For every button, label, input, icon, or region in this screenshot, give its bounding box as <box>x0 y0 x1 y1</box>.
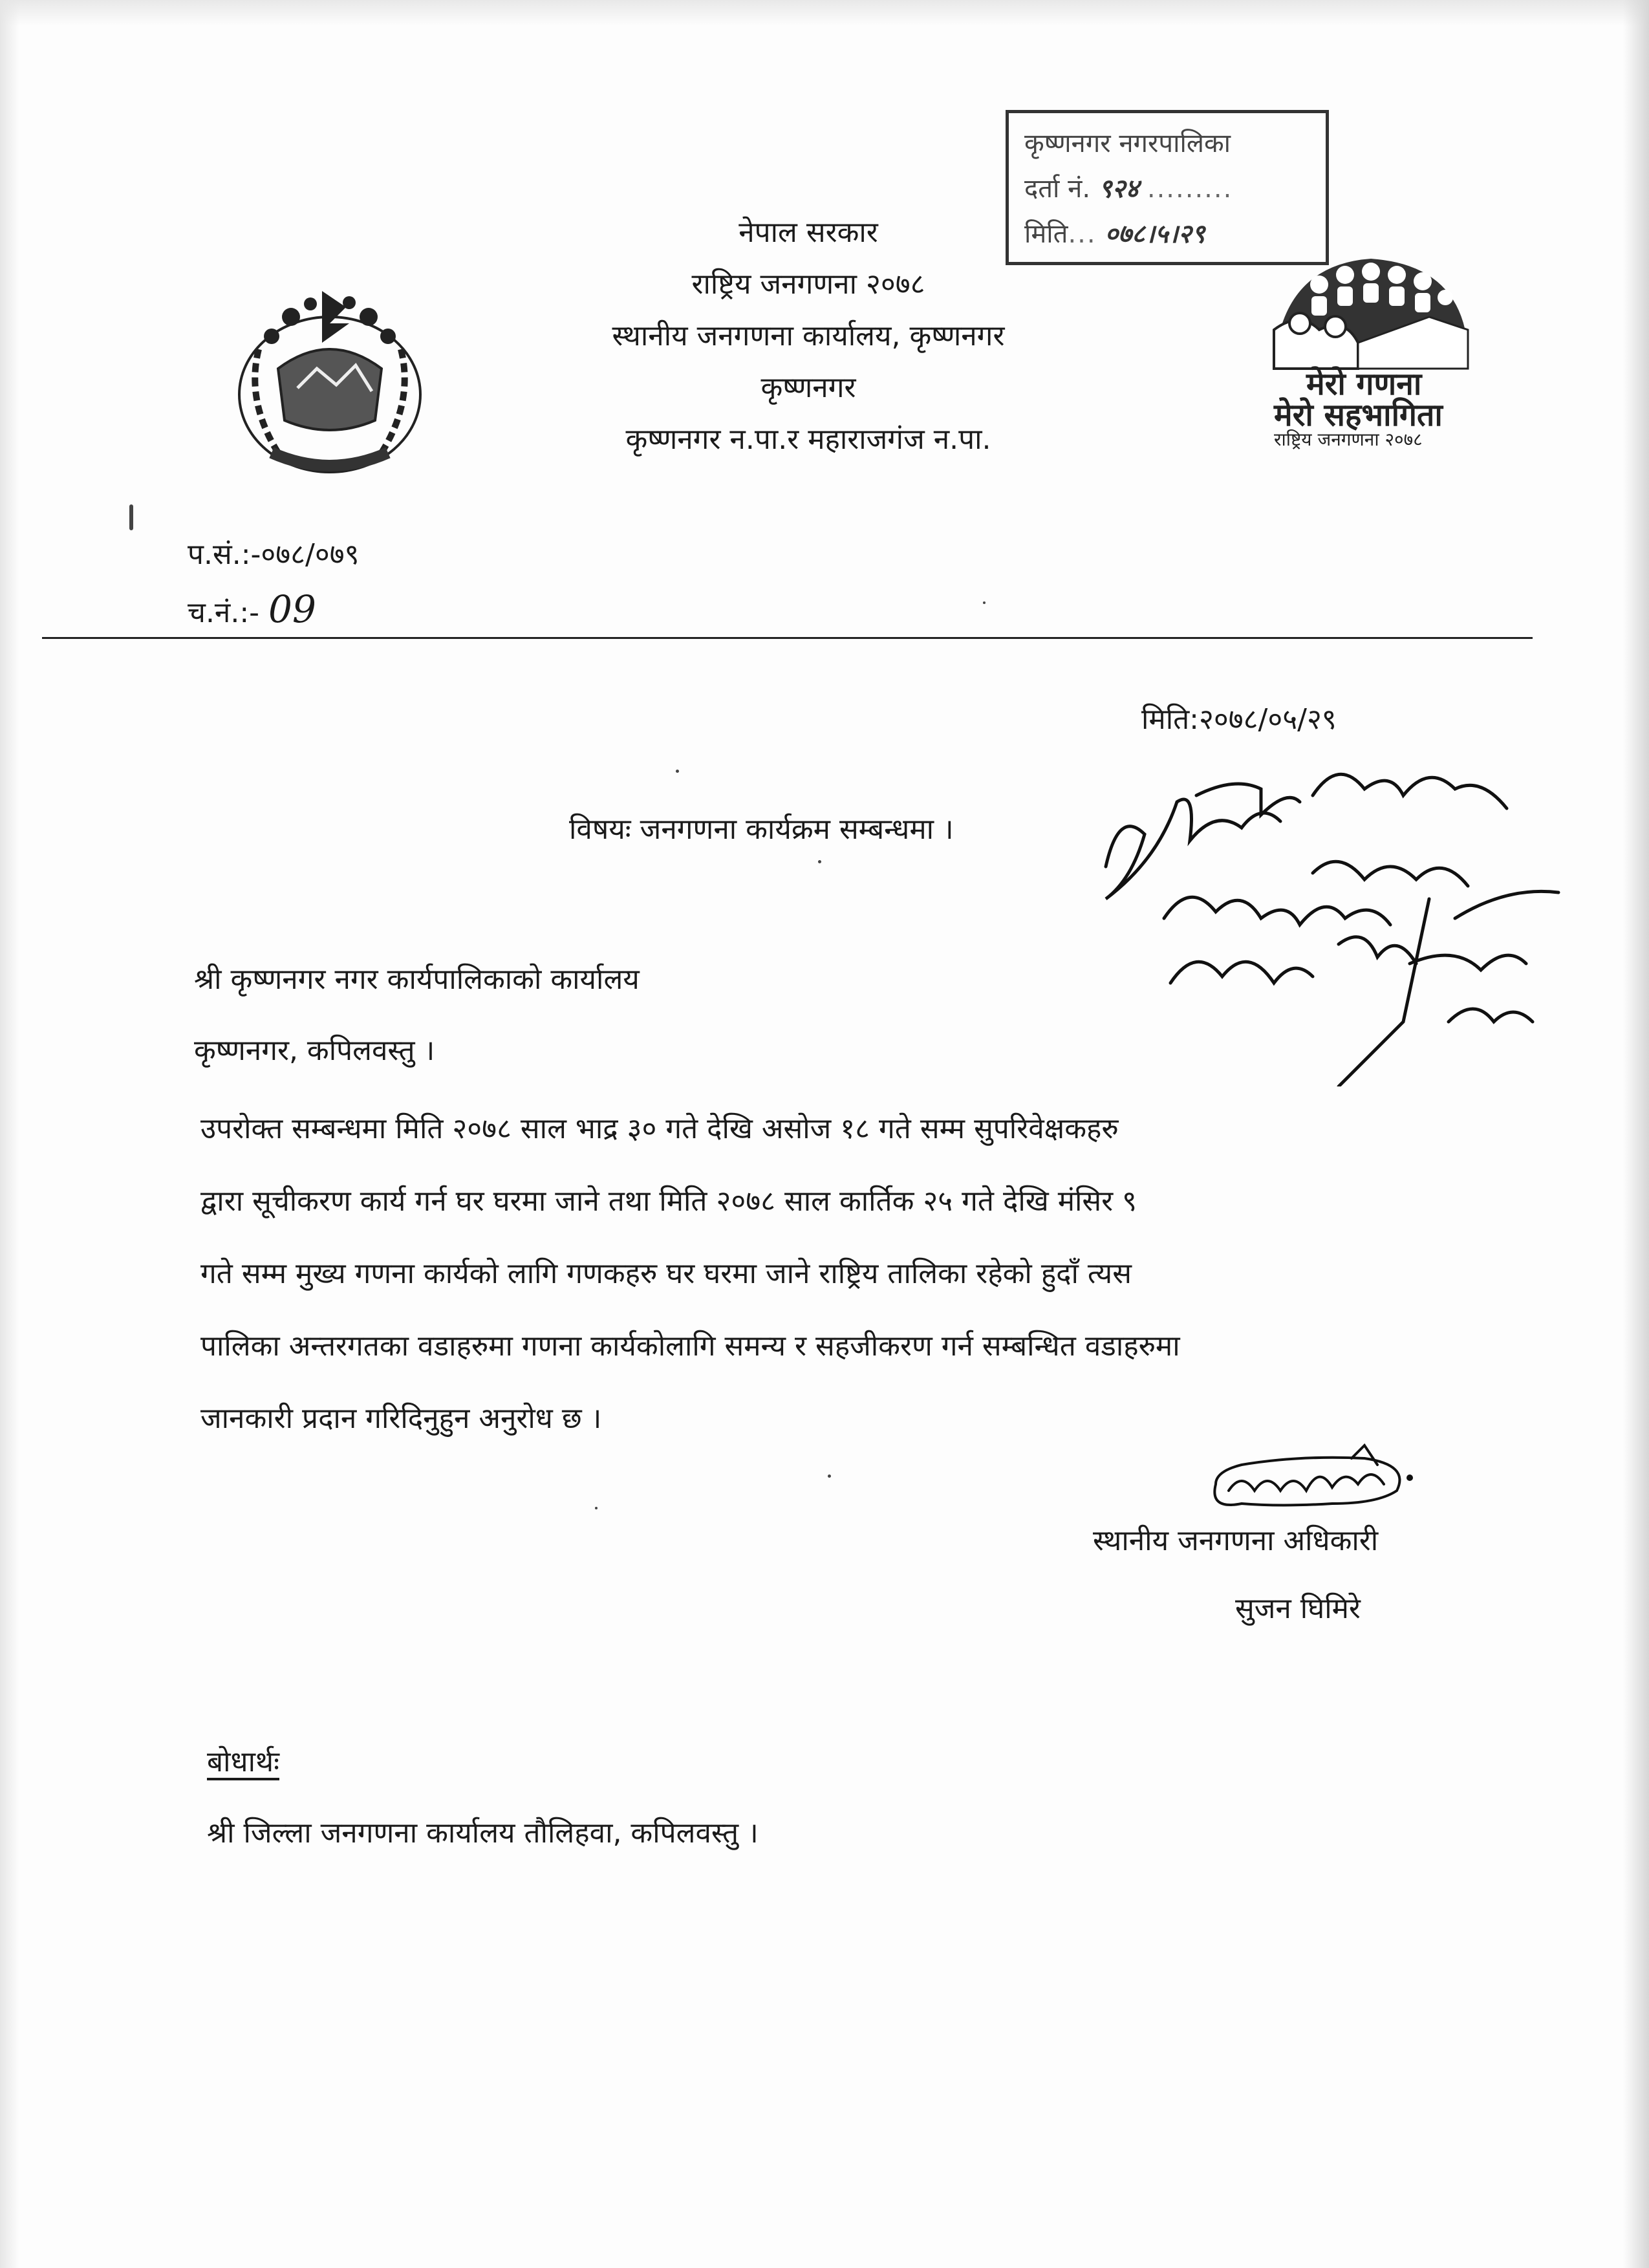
ps-value: ०७८/०७९ <box>261 538 360 571</box>
recipient-address: कृष्णनगर, कपिलवस्तु । <box>194 1034 435 1067</box>
patra-sankhya <box>188 527 360 582</box>
stamp-darta-row <box>1024 166 1310 211</box>
signatory-title: स्थानीय जनगणना अधिकारी <box>1093 1524 1379 1557</box>
signatory-block <box>1093 1507 1455 1643</box>
body-line: उपरोक्त सम्बन्धमा मिति २०७८ साल भाद्र ३० गते देखि असोज १८ गते सम्म सुपरिवेक्षकहरु <box>200 1112 1119 1145</box>
scan-speck <box>595 1507 598 1509</box>
scan-speck <box>828 1474 831 1478</box>
handwritten-note-icon <box>1067 750 1571 1086</box>
cn-value: 09 <box>268 587 316 631</box>
date-label: मिति: <box>1141 703 1200 736</box>
scan-speck <box>818 860 821 863</box>
registration-stamp <box>1006 110 1329 265</box>
body-line: जानकारी प्रदान गरिदिनुहुन अनुरोध छ । <box>200 1402 602 1435</box>
header-line-office: स्थानीय जनगणना कार्यालय, कृष्णनगर <box>612 319 1005 352</box>
reference-numbers <box>188 527 360 640</box>
body-line: गते सम्म मुख्य गणना कार्यको लागि गणकहरु घर घरमा जाने राष्ट्रिय तालिका रहेको हुदाँ त्यस <box>200 1257 1132 1290</box>
stamp-date-label: मिति <box>1024 219 1068 249</box>
stamp-darta-value: ९२४ <box>1098 173 1139 204</box>
scan-edge-right <box>1623 0 1649 2268</box>
stamp-darta-label: दर्ता नं. <box>1024 174 1091 204</box>
nepal-government-seal-icon <box>220 272 440 485</box>
scan-speck <box>129 504 133 530</box>
recipient-office: श्री कृष्णनगर नगर कार्यपालिकाको कार्यालय <box>194 963 640 996</box>
letter-date <box>1141 698 1337 737</box>
header-line-government: नेपाल सरकार <box>738 216 878 249</box>
stamp-office: कृष्णनगर नगरपालिका <box>1024 129 1231 158</box>
body-line: पालिका अन्तरगतका वडाहरुमा गणना कार्यकोलागि समन्य र सहजीकरण गर्न सम्बन्धित वडाहरुमा <box>200 1330 1180 1363</box>
logo-text-line1: मेरो गणना <box>1306 366 1422 402</box>
scan-speck <box>676 770 679 773</box>
scan-edge-top <box>0 0 1649 26</box>
scan-edge-left <box>0 0 19 2268</box>
header-divider <box>42 637 1533 639</box>
logo-text-line2: मेरो सहभागिता <box>1274 397 1443 433</box>
signatory-name: सुजन घिमिरे <box>1235 1592 1361 1625</box>
date-value: २०७८/०५/२९ <box>1199 703 1337 736</box>
census-campaign-logo <box>1261 246 1474 453</box>
stamp-date-value: ०७८।५।२९ <box>1105 219 1205 249</box>
handwritten-signature-icon <box>1203 1439 1423 1517</box>
letter-subject: विषयः जनगणना कार्यक्रम सम्बन्धमा । <box>569 813 954 846</box>
header-line-census: राष्ट्रिय जनगणना २०७८ <box>691 268 925 301</box>
ps-label: प.सं.:- <box>188 538 261 571</box>
chalani-number <box>188 582 360 640</box>
census-people-icon <box>1261 246 1474 375</box>
cn-label: च.नं.:- <box>188 596 260 629</box>
cc-block <box>207 1727 759 1869</box>
scan-speck <box>983 601 986 604</box>
body-line: द्वारा सूचीकरण कार्य गर्न घर घरमा जाने तथा मिति २०७८ साल कार्तिक २५ गते देखि मंसिर ९ <box>200 1185 1137 1218</box>
cc-heading: बोधार्थः <box>207 1745 279 1778</box>
header-line-coverage: कृष्णनगर न.पा.र महाराजगंज न.पा. <box>625 423 991 456</box>
cc-item: श्री जिल्ला जनगणना कार्यालय तौलिहवा, कपिलवस्तु । <box>207 1817 759 1850</box>
logo-text-line3: राष्ट्रिय जनगणना २०७८ <box>1274 429 1423 450</box>
recipient-block <box>194 944 640 1086</box>
stamp-dots: ......... <box>1147 174 1233 204</box>
letter-body <box>200 1093 1468 1455</box>
stamp-dots: ... <box>1068 219 1097 249</box>
header-line-place: कृष्णनगर <box>760 371 856 404</box>
